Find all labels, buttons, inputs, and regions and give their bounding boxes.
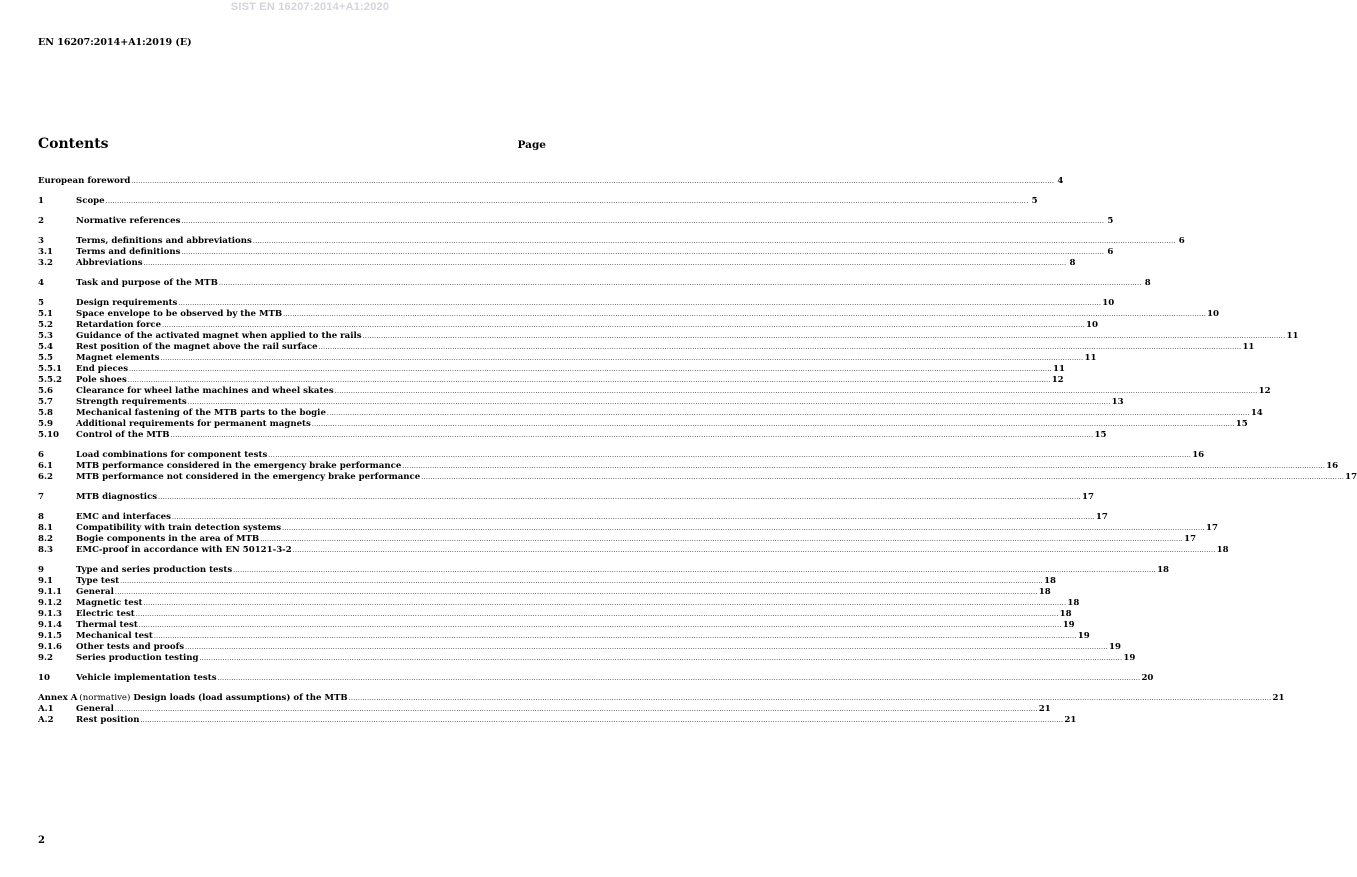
toc-entry-title: European foreword [38,176,131,186]
toc-entry-title: Strength requirements [76,397,187,407]
toc-entry-title: MTB diagnostics [76,492,158,502]
toc-entry-page: 16 [1326,461,1339,471]
dot-leader: ................................................................................................................................................................................................................................................................................................................................................................................................................ [199,655,1123,662]
dot-leader: ................................................................................................................................................................................................................................................................................................................................................................................................................ [153,633,1077,640]
toc-entry[interactable] [38,576,1057,587]
toc-entry[interactable] [38,320,1098,331]
toc-entry-page: 19 [1123,653,1136,663]
toc-entry-page: 17 [1345,472,1357,482]
toc-entry-page: 8 [1144,278,1151,288]
dot-leader: ................................................................................................................................................................................................................................................................................................................................................................................................................ [135,611,1059,618]
toc-entry-title: Pole shoes [76,375,127,385]
toc-entry-number: 5.5.1 [38,364,62,374]
dot-leader: ................................................................................................................................................................................................................................................................................................................................................................................................................ [185,644,1109,651]
dot-leader: ................................................................................................................................................................................................................................................................................................................................................................................................................ [158,494,1082,501]
toc-entry-page: 5 [1031,196,1038,206]
toc-entry-title: Normative references [76,216,181,226]
dot-leader: ................................................................................................................................................................................................................................................................................................................................................................................................................ [114,589,1038,596]
dot-leader: ................................................................................................................................................................................................................................................................................................................................................................................................................ [283,311,1207,318]
dot-leader: ................................................................................................................................................................................................................................................................................................................................................................................................................ [217,675,1141,682]
dot-leader: ................................................................................................................................................................................................................................................................................................................................................................................................................ [421,474,1345,481]
annex-label: Annex A [38,693,78,703]
dot-leader: ................................................................................................................................................................................................................................................................................................................................................................................................................ [140,717,1064,724]
watermark: SIST EN 16207:2014+A1:2020 [230,1,390,13]
dot-leader: ................................................................................................................................................................................................................................................................................................................................................................................................................ [218,280,1142,287]
toc-entry-page: 12 [1051,375,1064,385]
dot-leader: ................................................................................................................................................................................................................................................................................................................................................................................................................ [282,525,1205,532]
toc-entry-title: Design requirements [76,298,178,308]
toc-entry-title: Vehicle implementation tests [76,673,217,683]
toc-entry[interactable] [38,278,1151,289]
toc-entry-title: Thermal test [76,620,138,630]
toc-entry-number: 9.1 [38,576,53,586]
dot-leader: ................................................................................................................................................................................................................................................................................................................................................................................................................ [233,567,1157,574]
toc-entry-page: 17 [1184,534,1197,544]
document-id: EN 16207:2014+A1:2019 (E) [38,37,192,48]
toc-entry-page: 11 [1286,331,1299,341]
toc-entry-title: General [76,587,114,597]
dot-leader: ................................................................................................................................................................................................................................................................................................................................................................................................................ [187,399,1111,406]
toc-entry-page: 11 [1052,364,1065,374]
toc-entry-title: End pieces [76,364,129,374]
toc-entry[interactable] [38,258,1076,269]
toc-entry-title: EMC and interfaces [76,512,171,522]
toc-entry-page: 6 [1107,247,1114,257]
toc-entry-number: 7 [38,492,44,502]
toc-entry[interactable] [38,704,1051,715]
toc-entry[interactable] [38,298,1115,309]
toc-entry[interactable] [38,545,1229,556]
toc-entry-number: 1 [38,196,44,206]
toc-entry-page: 12 [1258,386,1271,396]
toc-entry-title: MTB performance considered in the emergency brake performance [76,461,402,471]
toc-entry-title: Load combinations for component tests [76,450,268,460]
toc-entry-title: Electric test [76,609,135,619]
toc-entry-number: 3.1 [38,247,53,257]
toc-entry-number: 8.1 [38,523,53,533]
toc-entry[interactable] [38,450,1205,461]
toc-entry-title: Task and purpose of the MTB [76,278,218,288]
toc-entry[interactable] [38,331,1299,342]
toc-entry-title: Magnetic test [76,598,143,608]
toc-entry-page: 19 [1077,631,1090,641]
toc-entry-page: 14 [1250,408,1263,418]
toc-entry-number: 10 [38,673,50,683]
toc-entry-title: Additional requirements for permanent magnets [76,419,311,429]
toc-entry-title: Clearance for wheel lathe machines and wheel skates [76,386,334,396]
toc-entry[interactable] [38,587,1051,598]
toc-entry-page: 17 [1082,492,1094,502]
toc-entry[interactable] [38,565,1170,576]
toc-entry-number: 6 [38,450,44,460]
toc-entry[interactable] [38,342,1255,353]
dot-leader: ................................................................................................................................................................................................................................................................................................................................................................................................................ [252,238,1176,245]
toc-entry-page: 18 [1067,598,1080,608]
toc-entry-number: 4 [38,278,44,288]
toc-entry-page: 17 [1205,523,1218,533]
dot-leader: ................................................................................................................................................................................................................................................................................................................................................................................................................ [181,218,1105,225]
toc-entry-page: 10 [1207,309,1220,319]
toc-entry-page: 15 [1235,419,1248,429]
toc-entry[interactable] [38,492,1094,503]
toc-entry-number: 5.1 [38,309,53,319]
toc-entry[interactable] [38,419,1248,430]
toc-entry-number: 9.1.3 [38,609,62,619]
toc-entry[interactable] [38,631,1090,642]
dot-leader: ................................................................................................................................................................................................................................................................................................................................................................................................................ [143,600,1067,607]
dot-leader: ................................................................................................................................................................................................................................................................................................................................................................................................................ [334,388,1258,395]
toc-entry-title: Space envelope to be observed by the MTB [76,309,283,319]
toc-entry-title: EMC-proof in accordance with EN 50121-3-2 [76,545,292,555]
toc-entry-page: 13 [1111,397,1124,407]
toc-entry[interactable] [38,375,1064,386]
toc-entry-number: 5.8 [38,408,53,418]
dot-leader: ................................................................................................................................................................................................................................................................................................................................................................................................................ [172,514,1095,521]
toc-entry[interactable] [38,472,1357,483]
toc-entry-number: 5.5.2 [38,375,62,385]
toc-entry[interactable] [38,715,1077,726]
toc-entry[interactable] [38,397,1124,408]
dot-leader: ................................................................................................................................................................................................................................................................................................................................................................................................................ [178,300,1102,307]
toc-entry-number: A.2 [38,715,54,725]
dot-leader: ................................................................................................................................................................................................................................................................................................................................................................................................................ [138,622,1062,629]
toc-entry[interactable] [38,598,1080,609]
table-of-contents [38,176,1357,726]
toc-entry-page: 18 [1044,576,1057,586]
toc-entry[interactable] [38,653,1136,664]
dot-leader: ................................................................................................................................................................................................................................................................................................................................................................................................................ [292,547,1216,554]
dot-leader: ................................................................................................................................................................................................................................................................................................................................................................................................................ [160,355,1084,362]
toc-entry[interactable] [38,236,1185,247]
toc-entry[interactable] [38,461,1339,472]
toc-entry-page: 15 [1094,430,1107,440]
dot-leader: ................................................................................................................................................................................................................................................................................................................................................................................................................ [162,322,1086,329]
dot-leader: ................................................................................................................................................................................................................................................................................................................................................................................................................ [318,344,1242,351]
toc-annex-entry[interactable] [38,693,1285,704]
toc-entry-page: 6 [1178,236,1185,246]
toc-entry-number: 5.5 [38,353,53,363]
toc-entry-page: 10 [1102,298,1115,308]
toc-entry-title: Mechanical fastening of the MTB parts to the bogie [76,408,326,418]
page-column-label: Page [517,139,546,151]
annex-page: 21 [1272,693,1285,703]
toc-entry[interactable] [38,523,1218,534]
toc-entry[interactable] [38,620,1075,631]
dot-leader: ................................................................................................................................................................................................................................................................................................................................................................................................................ [127,377,1051,384]
toc-entry-number: 6.2 [38,472,53,482]
dot-leader: ................................................................................................................................................................................................................................................................................................................................................................................................................ [311,421,1235,428]
dot-leader: ................................................................................................................................................................................................................................................................................................................................................................................................................ [105,198,1029,205]
toc-entry[interactable] [38,512,1108,523]
dot-leader: ................................................................................................................................................................................................................................................................................................................................................................................................................ [268,452,1192,459]
dot-leader: ................................................................................................................................................................................................................................................................................................................................................................................................................ [402,463,1326,470]
toc-entry-title: Bogie components in the area of MTB [76,534,260,544]
toc-entry-page: 17 [1095,512,1108,522]
toc-entry-number: 5.10 [38,430,59,440]
toc-entry-number: 9.1.2 [38,598,62,608]
toc-entry-number: 9.1.6 [38,642,62,652]
toc-entry[interactable] [38,609,1072,620]
toc-entry[interactable] [38,247,1114,258]
toc-entry[interactable] [38,642,1121,653]
page-number: 2 [38,835,45,846]
toc-entry[interactable] [38,216,1114,227]
toc-entry[interactable] [38,408,1263,419]
toc-entry[interactable] [38,353,1097,364]
toc-entry-number: 3 [38,236,44,246]
dot-leader: ................................................................................................................................................................................................................................................................................................................................................................................................................ [348,695,1272,702]
toc-entry-title: Terms and definitions [76,247,181,257]
toc-entry-title: Type and series production tests [76,565,233,575]
toc-entry-number: 3.2 [38,258,53,268]
toc-entry-page: 16 [1192,450,1205,460]
toc-entry[interactable] [38,176,1064,187]
toc-entry-number: 6.1 [38,461,53,471]
toc-entry-number: 5.3 [38,331,53,341]
dot-leader: ................................................................................................................................................................................................................................................................................................................................................................................................................ [114,706,1038,713]
toc-entry-title: Abbreviations [76,258,143,268]
toc-entry-page: 18 [1038,587,1051,597]
toc-entry-number: 5.9 [38,419,53,429]
toc-entry-page: 5 [1107,216,1114,226]
toc-entry-number: A.1 [38,704,54,714]
dot-leader: ................................................................................................................................................................................................................................................................................................................................................................................................................ [260,536,1184,543]
toc-entry-page: 21 [1038,704,1051,714]
dot-leader: ................................................................................................................................................................................................................................................................................................................................................................................................................ [120,578,1044,585]
toc-entry-title: General [76,704,114,714]
toc-entry-page: 18 [1157,565,1170,575]
toc-entry-number: 8.3 [38,545,53,555]
toc-entry-page: 21 [1064,715,1077,725]
toc-entry-number: 9.1.5 [38,631,62,641]
toc-entry-page: 19 [1062,620,1075,630]
toc-entry-number: 9.1.1 [38,587,62,597]
annex-normative-note: (normative) [79,693,131,703]
dot-leader: ................................................................................................................................................................................................................................................................................................................................................................................................................ [362,333,1286,340]
toc-entry[interactable] [38,534,1197,545]
toc-entry-number: 8.2 [38,534,53,544]
toc-entry-page: 4 [1057,176,1064,186]
toc-entry-number: 2 [38,216,44,226]
toc-entry-number: 9.1.4 [38,620,62,630]
toc-entry-number: 5.4 [38,342,53,352]
toc-entry-page: 8 [1069,258,1076,268]
toc-entry-title: Retardation force [76,320,162,330]
toc-entry-title: Control of the MTB [76,430,170,440]
toc-entry-page: 20 [1141,673,1154,683]
toc-entry[interactable] [38,196,1038,207]
dot-leader: ................................................................................................................................................................................................................................................................................................................................................................................................................ [143,260,1067,267]
toc-entry-title: Scope [76,196,105,206]
toc-entry-title: Series production testing [76,653,199,663]
toc-entry-number: 5.7 [38,397,53,407]
toc-entry-page: 10 [1086,320,1098,330]
toc-entry-title: Mechanical test [76,631,153,641]
toc-entry-page: 19 [1109,642,1121,652]
toc-entry-title: Guidance of the activated magnet when applied to the rails [76,331,362,341]
dot-leader: ................................................................................................................................................................................................................................................................................................................................................................................................................ [181,249,1105,256]
contents-title: Contents [38,136,109,152]
toc-entry-title: MTB performance not considered in the emergency brake performance [76,472,421,482]
toc-entry-title: Other tests and proofs [76,642,185,652]
toc-entry-number: 5 [38,298,44,308]
toc-entry-number: 9.2 [38,653,53,663]
toc-entry-title: Terms, definitions and abbreviations [76,236,252,246]
toc-entry-title: Rest position [76,715,140,725]
toc-entry[interactable] [38,673,1154,684]
toc-entry-number: 5.2 [38,320,53,330]
toc-entry-number: 5.6 [38,386,53,396]
dot-leader: ................................................................................................................................................................................................................................................................................................................................................................................................................ [129,366,1052,373]
toc-entry[interactable] [38,309,1220,320]
dot-leader: ................................................................................................................................................................................................................................................................................................................................................................................................................ [131,178,1055,185]
toc-entry-page: 11 [1084,353,1097,363]
annex-title: Design loads (load assumptions) of the MTB [133,693,348,703]
toc-entry-number: 8 [38,512,44,522]
toc-entry-title: Type test [76,576,120,586]
toc-entry-title: Compatibility with train detection systems [76,523,282,533]
toc-entry[interactable] [38,386,1271,397]
dot-leader: ................................................................................................................................................................................................................................................................................................................................................................................................................ [326,410,1250,417]
toc-entry-title: Magnet elements [76,353,160,363]
toc-entry-title: Rest position of the magnet above the rail surface [76,342,318,352]
toc-entry-page: 18 [1216,545,1229,555]
dot-leader: ................................................................................................................................................................................................................................................................................................................................................................................................................ [170,432,1094,439]
toc-entry[interactable] [38,364,1065,375]
toc-entry[interactable] [38,430,1107,441]
toc-entry-number: 9 [38,565,44,575]
toc-entry-page: 11 [1242,342,1255,352]
toc-entry-page: 18 [1059,609,1072,619]
